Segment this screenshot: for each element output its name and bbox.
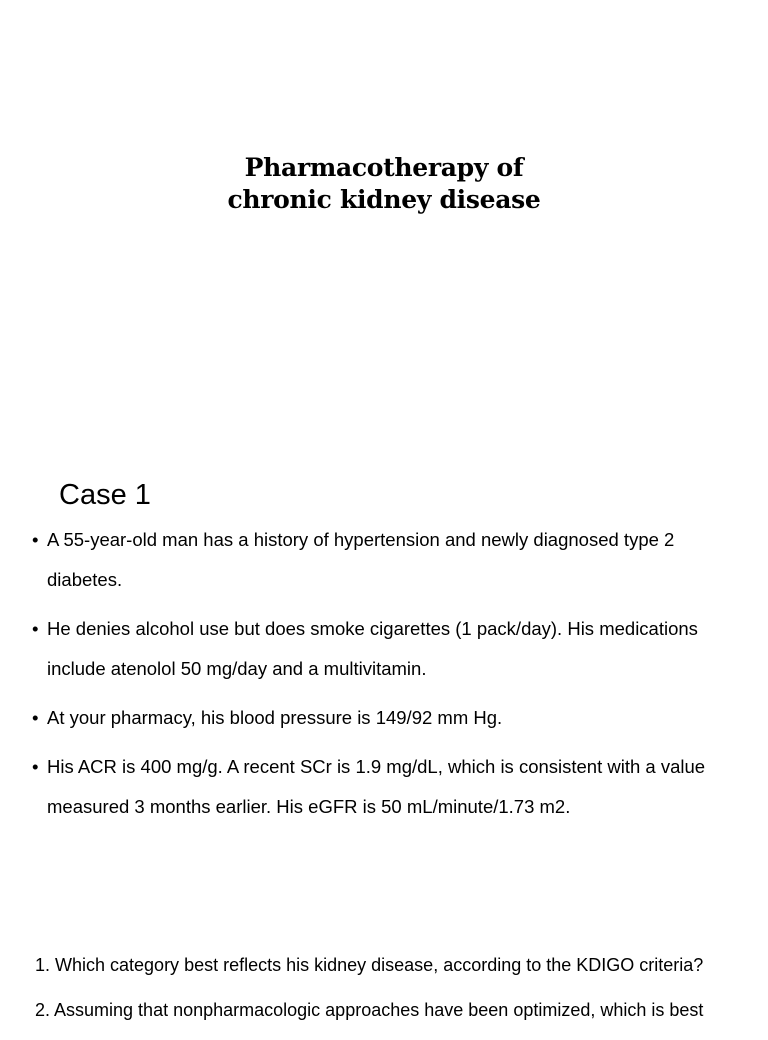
- question-list: [35, 950, 755, 1040]
- case-bullet-item: [32, 520, 748, 600]
- case-bullet-text: At your pharmacy, his blood pressure is 149/92 mm Hg.: [47, 707, 503, 728]
- question-item: 1. Which category best reflects his kidney disease, according to the KDIGO criteria?: [35, 955, 704, 975]
- case-bullet-text: His ACR is 400 mg/g. A recent SCr is 1.9 mg/dL, which is consistent with a value measured 3 months earlier. His eGFR is 50 mL/minute/1.73 m2.: [47, 756, 706, 817]
- title-line-2: chronic kidney disease: [227, 185, 541, 214]
- bullet-dot-icon: •: [32, 756, 39, 777]
- bullet-dot-icon: •: [32, 707, 39, 728]
- case-bullet-text: He denies alcohol use but does smoke cigarettes (1 pack/day). His medications include atenolol 50 mg/day and a multivitamin.: [47, 618, 698, 679]
- case-bullet-item: [32, 698, 748, 738]
- bullet-dot-icon: •: [32, 618, 39, 639]
- case-bullet-item: [32, 609, 748, 689]
- case-heading: Case 1: [59, 479, 151, 511]
- title-line-1: Pharmacotherapy of: [244, 153, 524, 182]
- case-bullet-text: A 55-year-old man has a history of hypertension and newly diagnosed type 2 diabetes.: [47, 529, 675, 590]
- bullet-dot-icon: •: [32, 529, 39, 550]
- case-bullet-item: [32, 747, 748, 827]
- case-bullet-list: [32, 520, 748, 836]
- question-item: 2. Assuming that nonpharmacologic approaches have been optimized, which is best: [35, 1000, 704, 1020]
- page-title: [0, 152, 768, 216]
